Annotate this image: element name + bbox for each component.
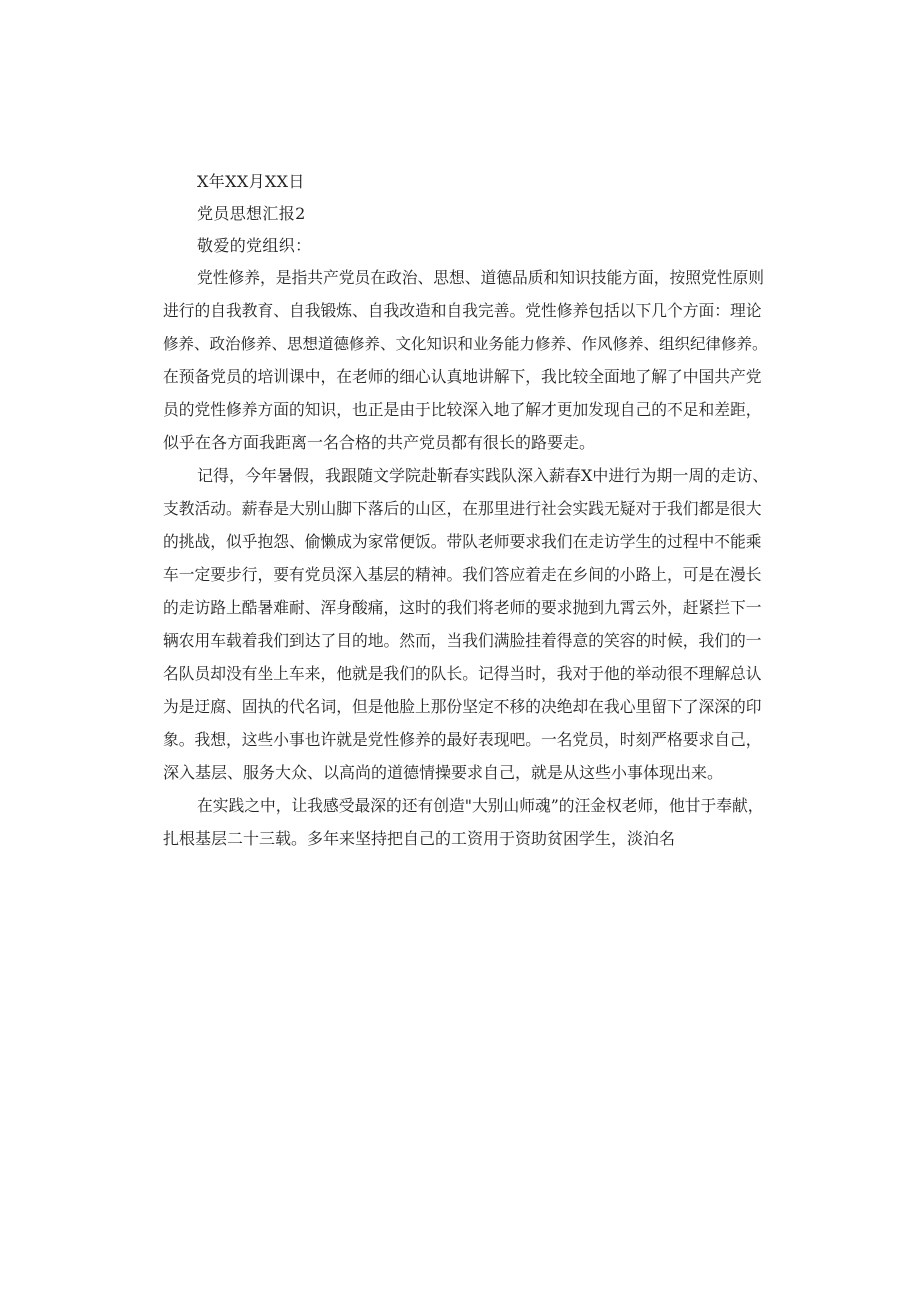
text-line: 车一定要步行，要有党员深入基层的精神。我们答应着走在乡间的小路上，可是在漫长 xyxy=(163,565,762,584)
salutation: 敬爱的党组织： xyxy=(197,236,312,255)
text-line: 党性修养，是指共产党员在政治、思想、道德品质和知识技能方面，按照党性原则 xyxy=(197,268,764,287)
document-date: X年XX月XX日 xyxy=(197,172,305,191)
text-line: 的走访路上酷暑难耐、浑身酸痛，这时的我们将老师的要求抛到九霄云外，赶紧拦下一 xyxy=(163,598,762,617)
text-line: 的挑战，似乎抱怨、偷懒成为家常便饭。带队老师要求我们在走访学生的过程中不能乘 xyxy=(163,532,762,551)
text-line: 在实践之中，让我感受最深的还有创造"大别山师魂”的汪金权老师，他甘于奉献， xyxy=(197,796,764,815)
text-line: 记得，今年暑假，我跟随文学院赴靳春实践队深入薪春X中进行为期一周的走访、 xyxy=(197,466,769,485)
text-line: 员的党性修养方面的知识，也正是由于比较深入地了解才更加发现自己的不足和差距， xyxy=(163,400,762,419)
text-line: 深入基层、服务大众、以高尚的道德情操要求自己，就是从这些小事体现出来。 xyxy=(163,763,724,782)
text-line: 辆农用车载着我们到达了目的地。然而，当我们满脸挂着得意的笑容的时候，我们的一 xyxy=(163,631,762,650)
text-line: 名队员却没有坐上车来，他就是我们的队长。记得当时，我对于他的举动很不理解总认 xyxy=(163,664,762,683)
text-line: 似乎在各方面我距离一名合格的共产党员都有很长的路要走。 xyxy=(163,433,596,452)
text-line: 支教活动。薪春是大别山脚下落后的山区，在那里进行社会实践无疑对于我们都是很大 xyxy=(163,499,762,518)
text-line: 扎根基层二十三载。多年来坚持把自己的工资用于资助贫困学生，淡泊名 xyxy=(163,829,676,848)
text-line: 为是迂腐、固执的代名词，但是他脸上那份坚定不移的决绝却在我心里留下了深深的印 xyxy=(163,697,762,716)
text-line: 进行的自我教育、自我锻炼、自我改造和自我完善。党性修养包括以下几个方面：理论 xyxy=(163,301,762,320)
document-title: 党员思想汇报2 xyxy=(197,204,306,223)
text-line: 在预备党员的培训课中，在老师的细心认真地讲解下，我比较全面地了解了中国共产党 xyxy=(163,367,762,386)
text-line: 修养、政治修养、思想道德修养、文化知识和业务能力修养、作风修养、组织纪律修养。 xyxy=(163,335,768,353)
text-line: 象。我想，这些小事也许就是党性修养的最好表现吧。一名党员，时刻严格要求自己， xyxy=(163,730,762,749)
